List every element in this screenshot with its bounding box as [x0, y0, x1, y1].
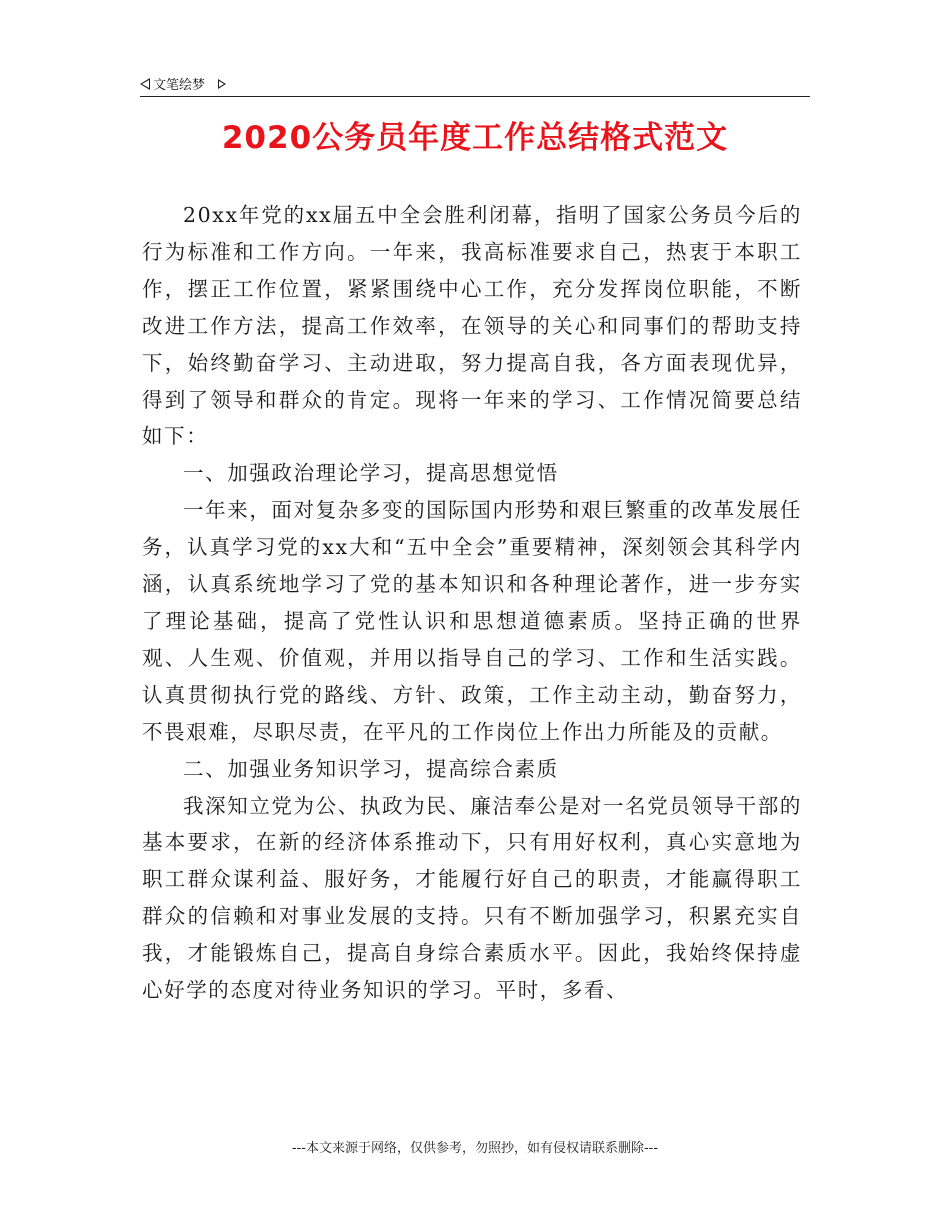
section-heading-2: 二、加强业务知识学习，提高综合素质 [183, 756, 559, 781]
document-body [142, 197, 802, 1009]
triangle-right-icon [218, 79, 226, 89]
document-title: 2020公务员年度工作总结格式范文 [221, 120, 729, 156]
brand-text: 文笔绘梦 [153, 78, 206, 93]
page-footer: ---本文来源于网络，仅供参考，勿照抄，如有侵权请联系删除--- [291, 1141, 659, 1156]
paragraph-section-1: 一年来，面对复杂多变的国际国内形势和艰巨繁重的改革发展任务，认真学习党的xx大和“五中全会”重要精神，深刻领会其科学内涵，认真系统地学习了党的基本知识和各种理论著作，进一步夯实了理论基础，提高了党性认识和思想道德素质。坚持正确的世界观、人生观、价值观，并用以指导自己的学习、工作和生活实践。认真贯彻执行党的路线、方针、政策，工作主动主动，勤奋努力，不畏艰难，尽职尽责，在平凡的工作岗位上作出力所能及的贡献。 [142, 498, 802, 744]
section-heading-1: 一、加强政治理论学习，提高思想觉悟 [183, 461, 559, 486]
header-brand [140, 74, 226, 93]
triangle-left-icon [140, 78, 150, 90]
paragraph-intro: 20xx年党的xx届五中全会胜利闭幕，指明了国家公务员今后的行为标准和工作方向。一年来，我高标准要求自己，热衷于本职工作，摆正工作位置，紧紧围绕中心工作，充分发挥岗位职能，不断改进工作方法，提高工作效率，在领导的关心和同事们的帮助支持下，始终勤奋学习、主动进取，努力提高自我，各方面表现优异，得到了领导和群众的肯定。现将一年来的学习、工作情况简要总结如下： [142, 203, 802, 449]
paragraph-section-2: 我深知立党为公、执政为民、廉洁奉公是对一名党员领导干部的基本要求，在新的经济体系推动下，只有用好权利，真心实意地为职工群众谋利益、服好务，才能履行好自己的职责，才能赢得职工群众的信赖和对事业发展的支持。只有不断加强学习，积累充实自我，才能锻炼自己，提高自身综合素质水平。因此，我始终保持虚心好学的态度对待业务知识的学习。平时，多看、 [142, 793, 802, 1003]
page-header [140, 68, 810, 97]
